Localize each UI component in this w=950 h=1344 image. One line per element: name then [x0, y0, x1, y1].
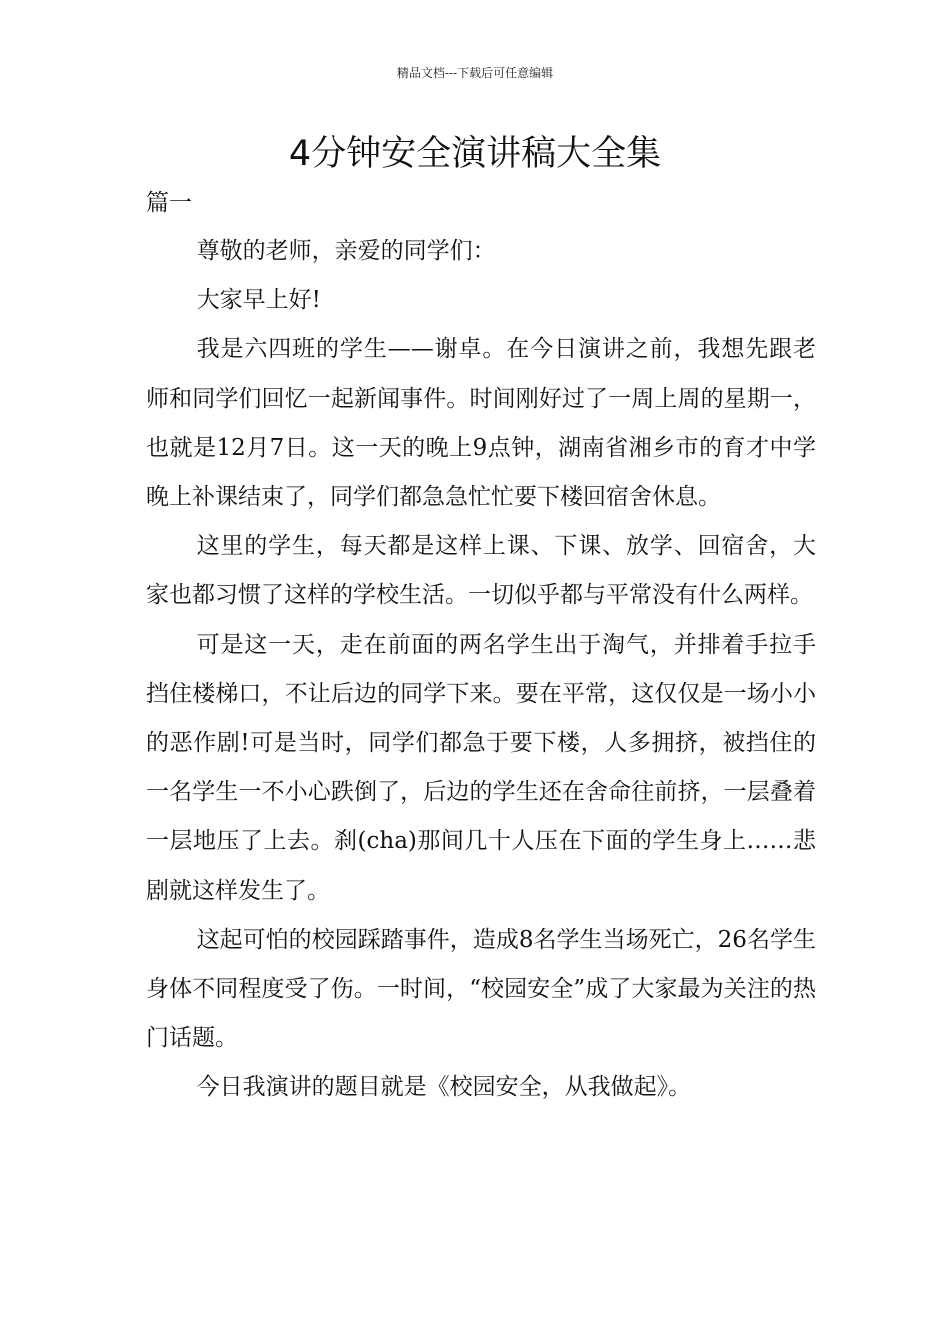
paragraph-intro: 我是六四班的学生——谢卓。在今日演讲之前，我想先跟老师和同学们回忆一起新闻事件。时间刚好过了一周上周的星期一，也就是12月7日。这一天的晚上9点钟，湖南省湘乡市的育才中学晚上补课结束了，同学们都急急忙忙要下楼回宿舍休息。	[146, 336, 816, 511]
paragraph-school-life: 这里的学生，每天都是这样上课、下课、放学、回宿舍，大家也都习惯了这样的学校生活。一切似乎都与平常没有什么两样。	[146, 533, 816, 609]
paragraph-morning: 大家早上好!	[196, 287, 321, 314]
paragraph-topic: 今日我演讲的题目就是《校园安全，从我做起》。	[196, 1074, 692, 1101]
header-note: 精品文档---下载后可任意编辑	[396, 66, 554, 80]
paragraph-casualties: 这起可怕的校园踩踏事件，造成8名学生当场死亡，26名学生身体不同程度受了伤。一时间，“校园安全”成了大家最为关注的热门话题。	[146, 926, 816, 1052]
section-label: 篇一	[146, 190, 192, 216]
paragraph-greeting: 尊敬的老师，亲爱的同学们：	[196, 238, 496, 264]
body-text	[146, 227, 816, 1113]
paragraph-incident: 可是这一天，走在前面的两名学生出于淘气，并排着手拉手挡住楼梯口，不让后边的同学下来。要在平常，这仅仅是一场小小的恶作剧!可是当时，同学们都急于要下楼，人多拥挤，被挡住的一名学生一不小心跌倒了，后边的学生还在舍命往前挤，一层叠着一层地压了上去。刹(cha)那间几十人压在下面的学生身上……悲剧就这样发生了。	[146, 631, 816, 904]
document-title: 4分钟安全演讲稿大全集	[288, 134, 662, 174]
